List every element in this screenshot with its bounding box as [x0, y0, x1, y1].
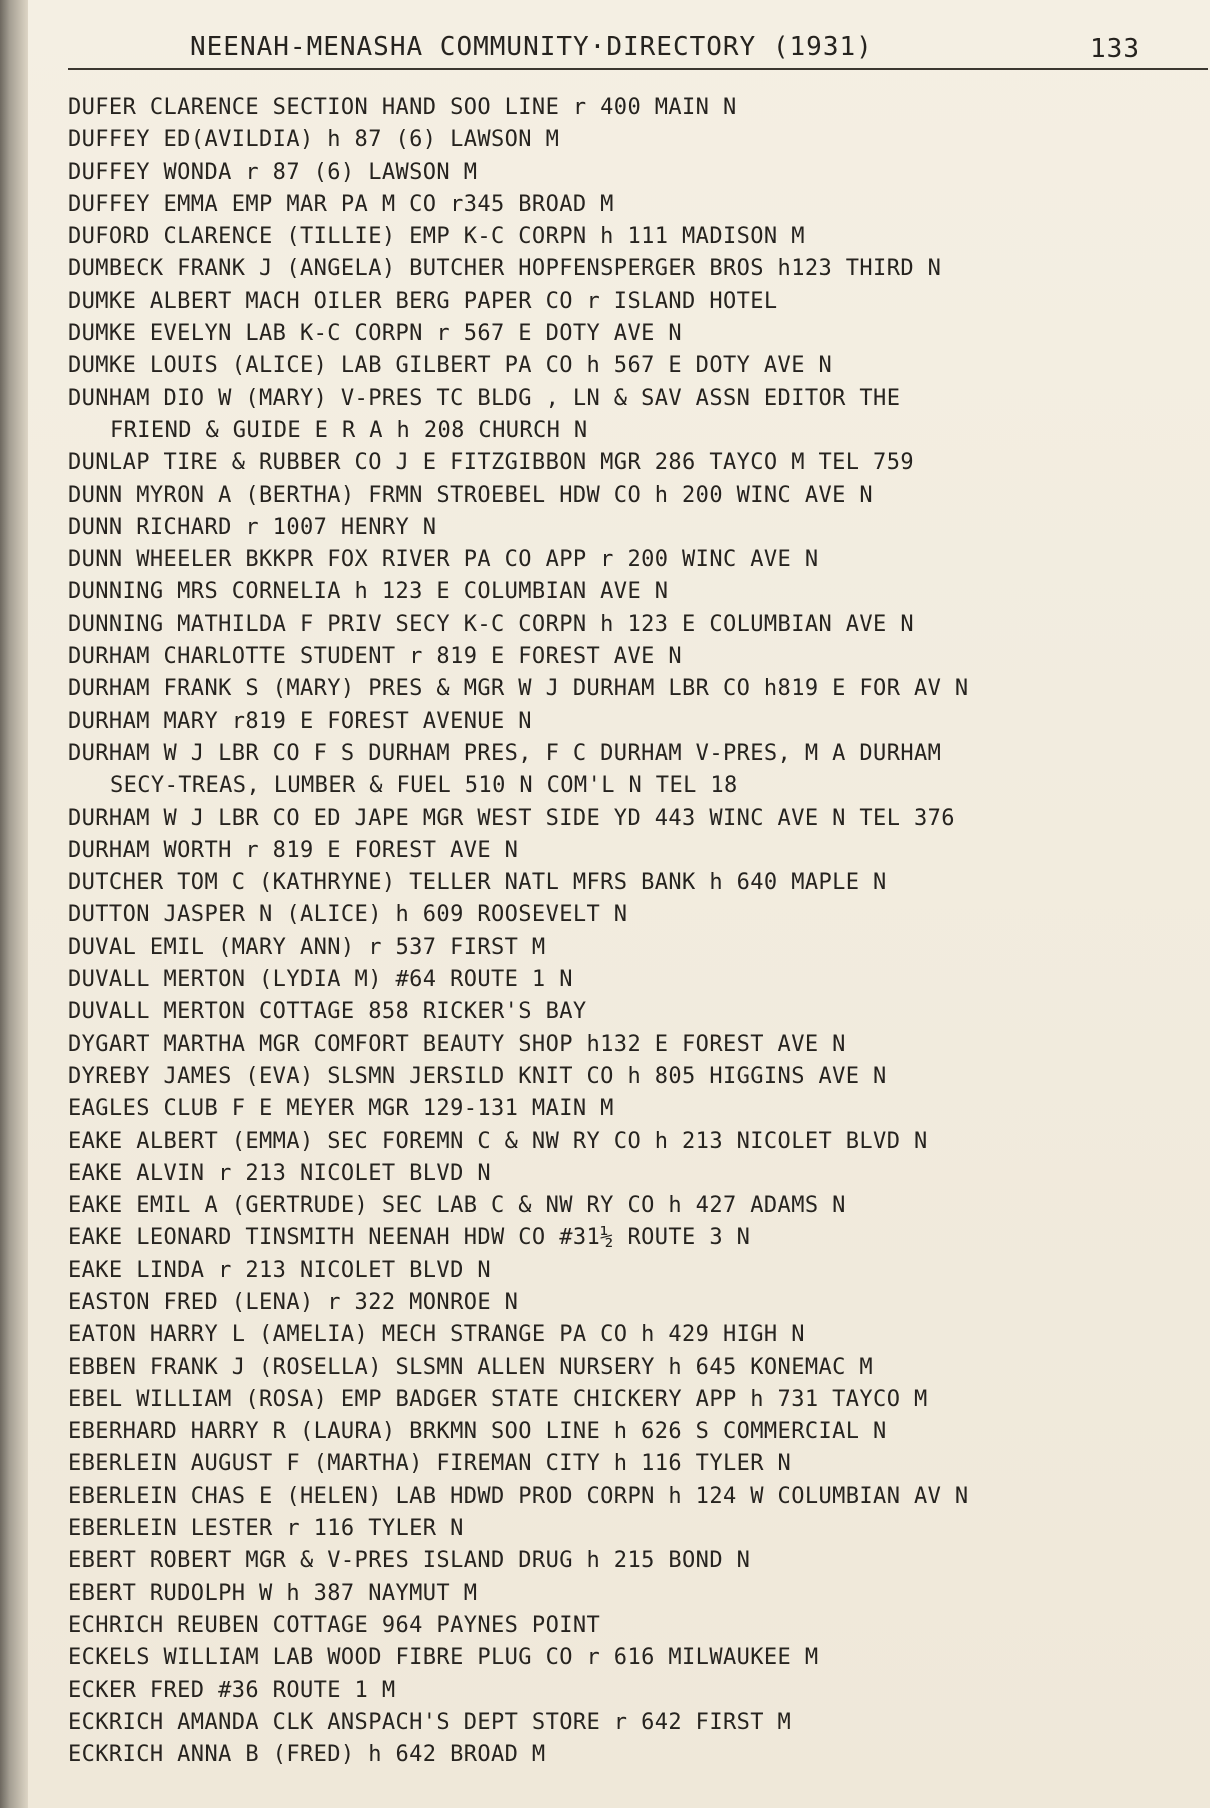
directory-entry: DUFER CLARENCE SECTION HAND SOO LINE r 400 MAIN N	[68, 95, 737, 120]
directory-entry: DUNN RICHARD r 1007 HENRY N	[68, 514, 437, 540]
directory-entry: DUFFEY WONDA r 87 (6) LAWSON M	[68, 159, 478, 185]
directory-entry: EBERLEIN LESTER r 116 TYLER N	[68, 1516, 464, 1542]
directory-entry: EAKE LINDA r 213 NICOLET BLVD N	[68, 1257, 491, 1283]
directory-entry: DUTTON JASPER N (ALICE) h 609 ROOSEVELT N	[68, 902, 628, 928]
directory-entry: EAKE EMIL A (GERTRUDE) SEC LAB C & NW RY CO h 427 ADAMS N	[68, 1193, 846, 1219]
directory-entry: ECKRICH ANNA B (FRED) h 642 BROAD M	[68, 1742, 546, 1768]
directory-entry: ECHRICH REUBEN COTTAGE 964 PAYNES POINT	[68, 1612, 601, 1638]
directory-entry: DURHAM FRANK S (MARY) PRES & MGR W J DURHAM LBR CO h819 E FOR AV N	[68, 676, 969, 702]
directory-entry: DURHAM WORTH r 819 E FOREST AVE N	[68, 837, 519, 863]
directory-entry: DUMKE EVELYN LAB K-C CORPN r 567 E DOTY AVE N	[68, 321, 683, 347]
directory-entry: DUNN WHEELER BKKPR FOX RIVER PA CO APP r 200 WINC AVE N	[68, 547, 819, 573]
directory-entry: DUMKE LOUIS (ALICE) LAB GILBERT PA CO h 567 E DOTY AVE N	[68, 353, 833, 379]
page-number: 133	[1090, 34, 1140, 64]
directory-entry: DYREBY JAMES (EVA) SLSMN JERSILD KNIT CO h 805 HIGGINS AVE N	[68, 1063, 887, 1089]
directory-entry: EBERT RUDOLPH W h 387 NAYMUT M	[68, 1580, 478, 1606]
directory-entry: ECKRICH AMANDA CLK ANSPACH'S DEPT STORE r 642 FIRST M	[68, 1709, 792, 1735]
directory-entry: ECKER FRED #36 ROUTE 1 M	[68, 1677, 396, 1703]
directory-entry: DURHAM W J LBR CO ED JAPE MGR WEST SIDE YD 443 WINC AVE N TEL 376	[68, 805, 955, 831]
directory-entry: EASTON FRED (LENA) r 322 MONROE N	[68, 1289, 519, 1315]
directory-entry: EBERLEIN CHAS E (HELEN) LAB HDWD PROD CORPN h 124 W COLUMBIAN AV N	[68, 1483, 969, 1509]
directory-entry: EATON HARRY L (AMELIA) MECH STRANGE PA CO h 429 HIGH N	[68, 1322, 805, 1348]
directory-page	[28, 0, 1210, 1808]
directory-entry: EAGLES CLUB F E MEYER MGR 129-131 MAIN M	[68, 1096, 614, 1122]
directory-entry: DUNNING MATHILDA F PRIV SECY K-C CORPN h 123 E COLUMBIAN AVE N	[68, 611, 914, 637]
directory-entry: EBERLEIN AUGUST F (MARTHA) FIREMAN CITY h 116 TYLER N	[68, 1451, 792, 1477]
directory-entry: DURHAM W J LBR CO F S DURHAM PRES, F C DURHAM V-PRES, M A DURHAM	[68, 740, 942, 766]
directory-entry: EAKE ALVIN r 213 NICOLET BLVD N	[68, 1160, 491, 1186]
directory-entry: DUVALL MERTON (LYDIA M) #64 ROUTE 1 N	[68, 967, 573, 993]
directory-entry: DUVAL EMIL (MARY ANN) r 537 FIRST M	[68, 934, 546, 960]
directory-entry: DUNN MYRON A (BERTHA) FRMN STROEBEL HDW CO h 200 WINC AVE N	[68, 482, 874, 508]
directory-entry: DUFFEY ED(AVILDIA) h 87 (6) LAWSON M	[68, 127, 560, 153]
directory-entry: EAKE LEONARD TINSMITH NEENAH HDW CO #31½ ROUTE 3 N	[68, 1225, 751, 1251]
directory-entry: EBBEN FRANK J (ROSELLA) SLSMN ALLEN NURSERY h 645 KONEMAC M	[68, 1354, 874, 1380]
directory-entry: EBERHARD HARRY R (LAURA) BRKMN SOO LINE h 626 S COMMERCIAL N	[68, 1419, 887, 1445]
directory-entry: DUTCHER TOM C (KATHRYNE) TELLER NATL MFRS BANK h 640 MAPLE N	[68, 870, 887, 896]
directory-entry: DURHAM CHARLOTTE STUDENT r 819 E FOREST AVE N	[68, 644, 683, 670]
directory-entry: EAKE ALBERT (EMMA) SEC FOREMN C & NW RY CO h 213 NICOLET BLVD N	[68, 1128, 928, 1154]
page-title: NEENAH-MENASHA COMMUNITY·DIRECTORY (1931)	[190, 32, 873, 62]
directory-entry: DUNLAP TIRE & RUBBER CO J E FITZGIBBON MGR 286 TAYCO M TEL 759	[68, 450, 914, 476]
directory-entry: DUNHAM DIO W (MARY) V-PRES TC BLDG , LN & SAV ASSN EDITOR THE	[68, 385, 901, 411]
directory-entry: EBERT ROBERT MGR & V-PRES ISLAND DRUG h 215 BOND N	[68, 1548, 751, 1574]
directory-entry-continuation: SECY-TREAS, LUMBER & FUEL 510 N COM'L N TEL 18	[110, 773, 738, 799]
page-header	[190, 28, 1140, 68]
directory-entry: DUFORD CLARENCE (TILLIE) EMP K-C CORPN h 111 MADISON M	[68, 224, 805, 250]
directory-listing	[68, 92, 1208, 1771]
directory-entry: DURHAM MARY r819 E FOREST AVENUE N	[68, 708, 532, 734]
directory-entry: DUVALL MERTON COTTAGE 858 RICKER'S BAY	[68, 999, 587, 1025]
directory-entry: DUMKE ALBERT MACH OILER BERG PAPER CO r ISLAND HOTEL	[68, 288, 778, 314]
directory-entry-continuation: FRIEND & GUIDE E R A h 208 CHURCH N	[110, 417, 588, 443]
book-gutter	[0, 0, 28, 1808]
directory-entry: DYGART MARTHA MGR COMFORT BEAUTY SHOP h132 E FOREST AVE N	[68, 1031, 846, 1057]
directory-entry: DUMBECK FRANK J (ANGELA) BUTCHER HOPFENSPERGER BROS h123 THIRD N	[68, 256, 942, 282]
directory-entry: DUFFEY EMMA EMP MAR PA M CO r345 BROAD M	[68, 191, 614, 217]
directory-entry: DUNNING MRS CORNELIA h 123 E COLUMBIAN AVE N	[68, 579, 669, 605]
directory-entry: EBEL WILLIAM (ROSA) EMP BADGER STATE CHICKERY APP h 731 TAYCO M	[68, 1386, 928, 1412]
header-rule	[68, 68, 1208, 70]
directory-entry: ECKELS WILLIAM LAB WOOD FIBRE PLUG CO r 616 MILWAUKEE M	[68, 1645, 819, 1671]
